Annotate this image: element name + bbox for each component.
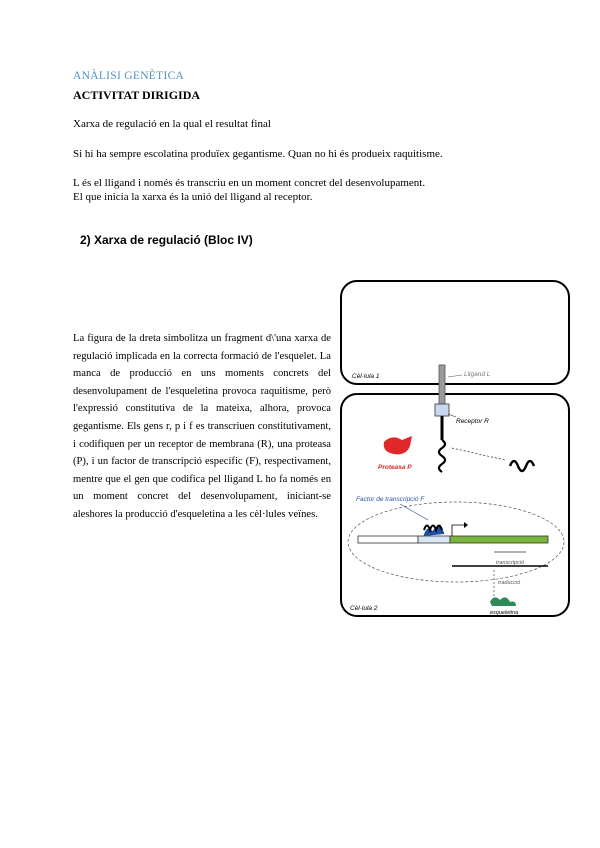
dna-upstream	[358, 536, 418, 543]
ligand-label: Lligand L	[464, 371, 491, 378]
dna-promoter	[418, 536, 450, 543]
intro-line-2: Si hi ha sempre escolatina produïex gegantisme. Quan no hi és produeix raquitisme.	[73, 148, 443, 160]
receptor-top	[435, 404, 449, 416]
cell-1-label: Cèl·lula 1	[352, 373, 380, 380]
protease-label: Proteasa P	[378, 464, 412, 471]
intro-line-3: L és el lligand i només és transcriu en un moment concret del desenvolupament.	[73, 177, 426, 189]
cell-2-label: Cèl·lula 2	[350, 605, 378, 612]
translation-label: traducció	[498, 580, 521, 586]
skeletin-label: esqueletina	[490, 610, 519, 616]
intro-line-4: El que inicia la xarxa és la unió del lligand al receptor.	[73, 191, 313, 203]
regulation-network-figure	[340, 280, 572, 618]
subject-title: ANÀLISI GENÈTICA	[73, 70, 185, 82]
gene-esqueletina	[450, 536, 548, 543]
section-heading: 2) Xarxa de regulació (Bloc IV)	[80, 233, 253, 247]
cell-2-membrane	[341, 394, 569, 616]
ligand-stick	[439, 365, 445, 407]
intro-line-1: Xarxa de regulació en la qual el resultat final	[73, 118, 271, 130]
receptor-label: Receptor R	[456, 418, 489, 425]
transcription-label: transcripció	[496, 560, 525, 566]
factor-label: Factor de transcripció F	[356, 496, 425, 503]
section-paragraph: La figura de la dreta simbolitza un fragment d\'una xarxa de regulació implicada en la correcta formació de l'esquelet. La manca de producció en uns moments concrets del desenvolupament de l'esqueletina provoca raquitisme, però l'expressió constitutiva de la mateixa, alhora, provoca gegantisme. Els gens r, p i f es transcriuen constitutivament, i codifiquen per un receptor de membrana (R), una proteasa (P), i un factor de transcripció específic (F), respectivament, mentre que el gen que codifica pel lligand L ho fa només en un moment concret del desenvolupament, iniciant-se aleshores la producció d'esqueletina a les cèl·lules veïnes.	[73, 333, 331, 520]
activity-title: ACTIVITAT DIRIGIDA	[73, 88, 201, 102]
cell-1-membrane	[341, 281, 569, 384]
